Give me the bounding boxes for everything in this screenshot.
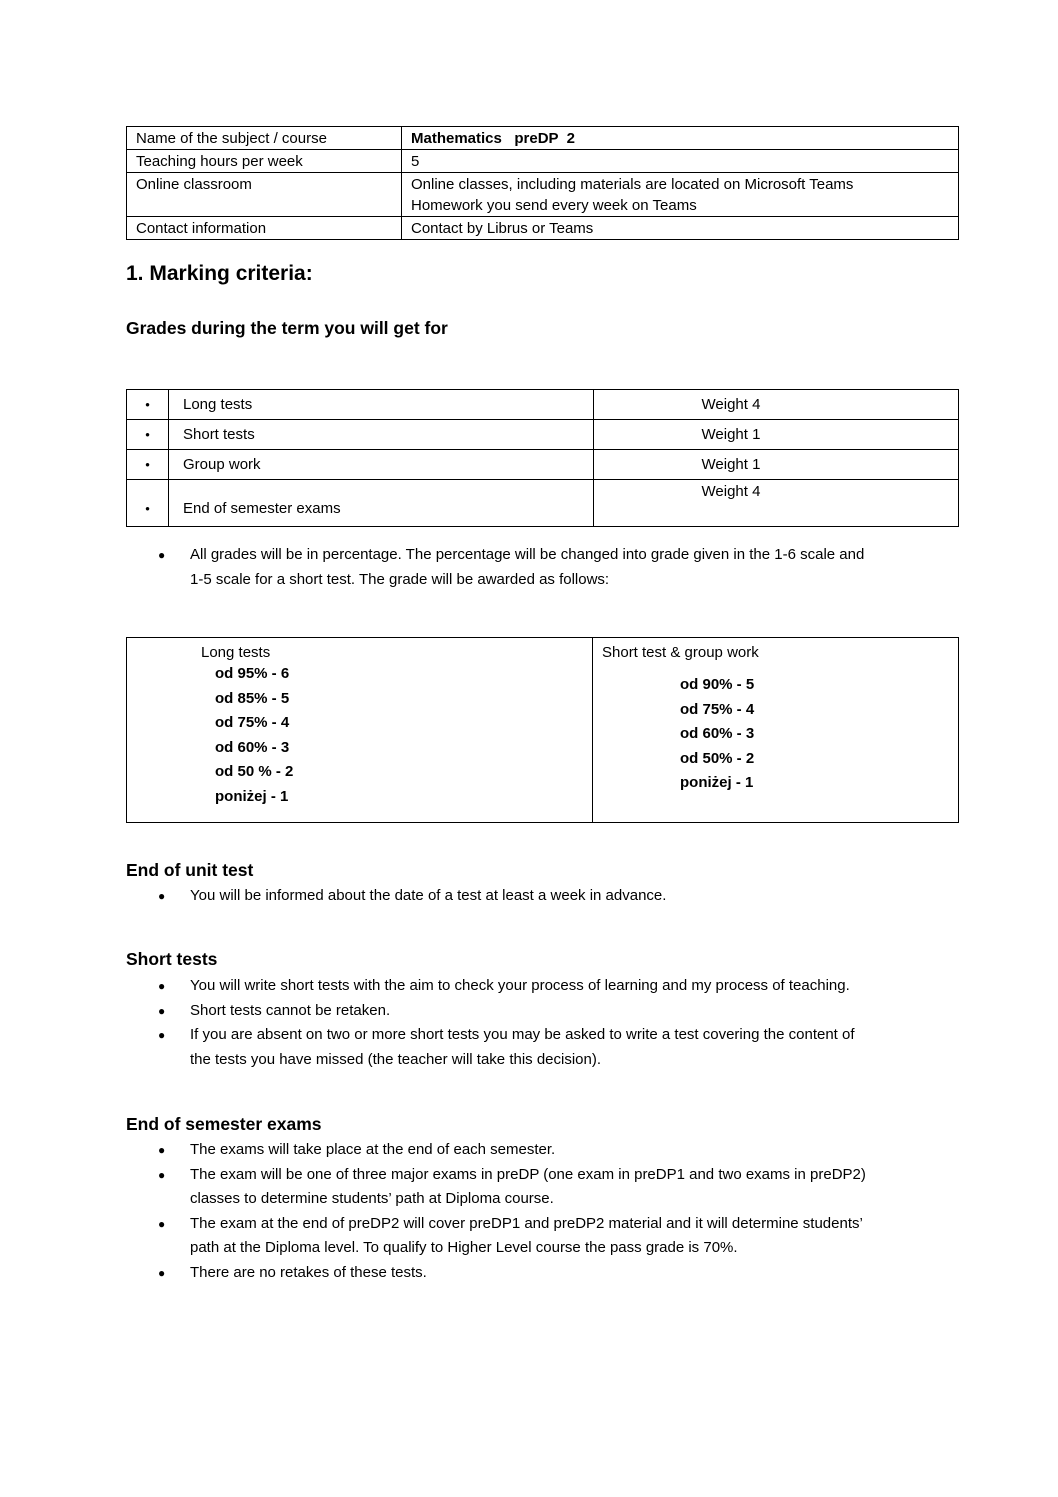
info-value: 5: [402, 150, 959, 173]
bullet-icon: ●: [158, 1143, 166, 1157]
list-item: [158, 1023, 938, 1072]
short-tests-heading: Short tests: [126, 949, 218, 969]
list-item: [158, 884, 938, 909]
assessment-name: End of semester exams: [169, 480, 594, 527]
info-label: Teaching hours per week: [127, 150, 402, 173]
bullet-icon: ●: [158, 1265, 166, 1280]
assessment-weight: Weight 4: [594, 390, 959, 420]
weights-table: [126, 389, 959, 527]
note-line: 1-5 scale for a short test. The grade will be awarded as follows:: [190, 570, 610, 588]
table-row: [127, 420, 959, 450]
list-item-text: The exams will take place at the end of each semester.: [190, 1141, 556, 1158]
bullet-icon: ●: [158, 1216, 166, 1231]
list-item: [158, 974, 938, 999]
bullet-icon: •: [127, 420, 169, 450]
table-row: [127, 217, 959, 240]
info-value-line: Online classes, including materials are located on Microsoft Teams: [411, 176, 854, 193]
assessment-weight: Weight 1: [594, 420, 959, 450]
grade-line: od 50% - 2: [680, 749, 755, 767]
info-label: Contact information: [127, 217, 402, 240]
scale-heading: Short test & group work: [602, 644, 759, 661]
short-tests-scale: [593, 638, 959, 823]
grade-line: od 60% - 3: [680, 725, 755, 742]
list-item-text: There are no retakes of these tests.: [190, 1263, 427, 1281]
table-row: [127, 450, 959, 480]
bullet-icon: ●: [158, 1028, 166, 1042]
note-line: All grades will be in percentage. The percentage will be changed into grade given in the 1-6 scale and: [190, 546, 865, 563]
table-row: [127, 150, 959, 173]
list-item-text: You will write short tests with the aim to check your process of learning and my process of teaching.: [190, 977, 850, 994]
bullet-icon: ●: [158, 979, 166, 993]
grade-line: od 60% - 3: [215, 738, 290, 756]
list-item-text: path at the Diploma level. To qualify to Higher Level course the pass grade is 70%.: [190, 1239, 738, 1256]
info-value: Contact by Librus or Teams: [402, 217, 959, 240]
bullet-icon: ●: [158, 1167, 166, 1182]
list-item-text: Short tests cannot be retaken.: [190, 1001, 391, 1019]
info-value: Mathematics preDP 2: [402, 127, 959, 150]
list-item: [158, 1212, 938, 1261]
grade-line: od 90% - 5: [680, 676, 755, 693]
bullet-icon: •: [127, 450, 169, 480]
percentage-note: [158, 543, 938, 592]
bullet-icon: •: [127, 480, 169, 527]
end-of-unit-list: [158, 884, 938, 909]
semester-exams-heading: End of semester exams: [126, 1114, 322, 1134]
grade-line: od 95% - 6: [215, 665, 290, 682]
list-item: [158, 543, 938, 592]
assessment-weight: Weight 1: [594, 450, 959, 480]
list-item-text: the tests you have missed (the teacher will take this decision).: [190, 1050, 602, 1068]
grade-line: od 75% - 4: [215, 714, 290, 731]
grade-line: od 85% - 5: [215, 689, 290, 707]
bullet-icon: •: [127, 390, 169, 420]
list-item: [158, 999, 938, 1024]
assessment-name: Short tests: [169, 420, 594, 450]
course-info-table: [126, 126, 959, 240]
scale-heading: Long tests: [201, 644, 271, 661]
grade-line: od 75% - 4: [680, 700, 755, 718]
bullet-icon: ●: [158, 548, 166, 562]
grade-line: od 50 % - 2: [215, 763, 294, 780]
table-row: [127, 638, 959, 823]
table-row: [127, 173, 959, 217]
table-row: [127, 390, 959, 420]
list-item-text: You will be informed about the date of a test at least a week in advance.: [190, 887, 667, 904]
grade-scale-table: [126, 637, 959, 823]
list-item-text: The exam at the end of preDP2 will cover preDP1 and preDP2 material and it will determine students’: [190, 1214, 863, 1232]
info-label: Online classroom: [127, 173, 402, 217]
end-of-unit-heading: End of unit test: [126, 860, 254, 880]
assessment-name: Long tests: [169, 390, 594, 420]
info-value-line: Homework you send every week on Teams: [411, 197, 697, 214]
semester-exams-list: [158, 1138, 938, 1285]
grades-heading: Grades during the term you will get for: [126, 318, 448, 338]
list-item: [158, 1163, 938, 1212]
assessment-weight: Weight 4: [594, 480, 959, 527]
list-item-text: classes to determine students’ path at Diploma course.: [190, 1190, 554, 1207]
section-title: 1. Marking criteria:: [126, 262, 313, 285]
list-item-text: The exam will be one of three major exams in preDP (one exam in preDP1 and two exams in preDP2): [190, 1165, 866, 1183]
bullet-icon: ●: [158, 1003, 166, 1018]
list-item: [158, 1261, 938, 1286]
list-item-text: If you are absent on two or more short tests you may be asked to write a test covering the content of: [190, 1026, 855, 1043]
table-row: [127, 480, 959, 527]
long-tests-scale: [127, 638, 593, 823]
info-label: Name of the subject / course: [127, 127, 402, 150]
grade-line: poniżej - 1: [680, 774, 754, 791]
assessment-name: Group work: [169, 450, 594, 480]
short-tests-list: [158, 974, 938, 1072]
table-row: [127, 127, 959, 150]
info-value-multiline: [402, 173, 959, 217]
grade-line: poniżej - 1: [215, 787, 289, 805]
bullet-icon: ●: [158, 889, 166, 903]
list-item: [158, 1138, 938, 1163]
